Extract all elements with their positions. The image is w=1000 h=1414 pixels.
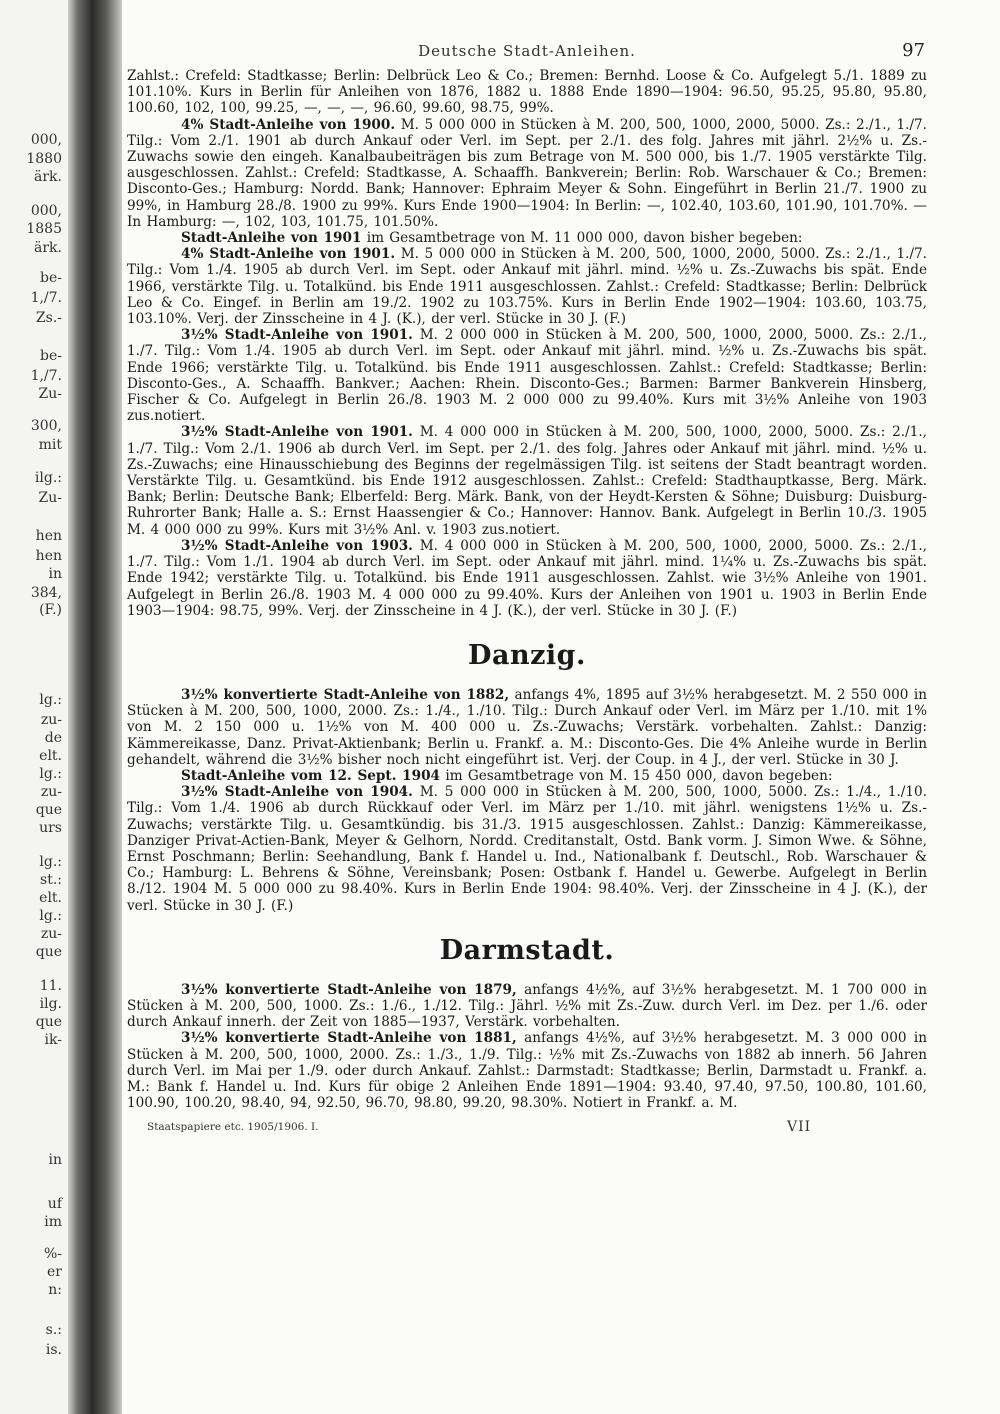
margin-fragment: ik- <box>44 1032 62 1048</box>
loan-text: im Gesamtbetrage von M. 11 000 000, davon bisher begeben: <box>366 230 803 247</box>
loan-text: M. 4 000 000 in Stücken à M. 200, 500, 1000, 2000, 5000. Zs.: 2./1., 1./7. Tilg.: Vom 1./1. 1904 ab durch Verl. im Sept. oder Ankauf mit jährl. mind. 1¼% u. Zs.-Zuwachs bis spät. Ende 1942; verstärkte Tilg. u. Totalkünd. bis Ende 1911 ausgeschlossen. Zahlst. wie 3½% Anleihe von 1901. Aufgelegt in Berlin 26./8. 1903 M. 4 000 000 zu 99.40%. Kurs der Anleihen von 1901 u. 1903 in Berlin Ende 1903—1904: 98.75, 99%. Verj. der Zinsscheine in 4 J. (K.), der verl. Stücke in 30 J. (F.) <box>127 537 928 619</box>
margin-fragment: de <box>44 730 62 746</box>
margin-fragment: s.: <box>45 1322 62 1338</box>
margin-fragment: hen <box>35 528 62 544</box>
adjacent-page-fragment <box>0 0 68 1414</box>
margin-fragment: ilg.: <box>34 470 62 486</box>
loan-entry <box>127 768 927 784</box>
page-number: 97 <box>902 40 925 61</box>
loan-text: M. 5 000 000 in Stücken à M. 200, 500, 1000, 2000, 5000. Zs.: 2./1., 1./7. Tilg.: Vom 1./4. 1905 ab durch Verl. im Sept. oder Ankauf mit jährl. mind. ½% u. Zs.-Zuwachs bis spät. Ende 1966, verstärkte Tilg. u. Totalkünd. bis Ende 1911 ausgeschlossen. Zahlst.: Crefeld: Stadtkasse; Berlin: Delbrück Leo & Co. Eingef. in Berlin am 19./2. 1902 zu 103.75%. Kurs in Berlin Ende 1902—1904: 103.60, 103.75, 103.10%. Verj. der Zinsscheine in 4 J. (K.), der verl. Stücke in 30 J. (F.) <box>127 246 928 328</box>
margin-fragment: que <box>35 944 62 960</box>
page-footer <box>127 1121 927 1141</box>
running-header <box>127 28 927 68</box>
loan-entry <box>127 246 927 327</box>
loan-heading: 3½% Stadt-Anleihe von 1903. <box>181 537 413 554</box>
loan-entry <box>127 1030 927 1111</box>
margin-fragment: in <box>48 1152 62 1168</box>
city-heading-danzig: Danzig. <box>468 639 586 671</box>
margin-fragment: que <box>35 802 62 818</box>
margin-fragment: n: <box>48 1282 62 1298</box>
margin-fragment: be- <box>40 270 62 286</box>
margin-fragment: st.: <box>40 872 62 888</box>
margin-fragment: 000, <box>30 132 62 148</box>
margin-fragment: uf <box>47 1196 62 1212</box>
loan-entry <box>127 424 927 537</box>
loan-entry <box>127 687 927 768</box>
margin-fragment: Zu- <box>38 490 62 506</box>
margin-fragment: que <box>35 1014 62 1030</box>
margin-fragment: lg.: <box>39 908 62 924</box>
footer-sheet-mark: VII <box>787 1119 812 1136</box>
loan-heading: 3½% Stadt-Anleihe von 1901. <box>181 424 413 441</box>
loan-heading: 3½% konvertierte Stadt-Anleihe von 1879, <box>181 981 517 998</box>
book-binding-gutter <box>68 0 122 1414</box>
loan-text: M. 4 000 000 in Stücken à M. 200, 500, 1000, 2000, 5000. Zs.: 2./1., 1./7. Tilg.: Vom 2./1. 1906 ab durch Verl. im Sept. per 2./1. des folg. Jahres oder Ankauf mit jährl. mind. ½% u. Zs.-Zuwachs; eine Hinausschiebung des Beginns der regelmässigen Tilg. ist seitens der Stadt beantragt worden. Verstärkte Tilg. u. Gesamtkünd. bis Ende 1912 ausgeschlossen. Zahlst.: Crefeld: Stadthauptkasse, Berg. Märk. Bank; Berlin: Deutsche Bank; Elberfeld: Berg. Märk. Bank, von der Heydt-Kersten & Söhne; Duisburg: Duisburg-Ruhrorter Bank; Halle a. S.: Ernst Haassengier & Co.; Hannover: Hannov. Bank. Aufgelegt in Berlin 10./3. 1905 M. 4 000 000 zu 99%. Kurs mit 3½% Anl. v. 1903 zus.notiert. <box>127 424 928 538</box>
margin-fragment: ärk. <box>34 169 62 185</box>
margin-fragment: 1,/7. <box>30 368 62 384</box>
margin-fragment: urs <box>39 820 62 836</box>
loan-text: M. 2 000 000 in Stücken à M. 200, 500, 1000, 2000, 5000. Zs.: 2./1., 1./7. Tilg.: Vom 1./4. 1905 ab durch Verl. im Sept. oder Ankauf mit jährl. mind. ½% u. Zs.-Zuwachs bis spät. Ende 1966; verstärkte Tilg. u. Totalkünd. bis Ende 1911 ausgeschlossen. Zahlst.: Crefeld: Stadtkasse; Berlin: Disconto-Ges., A. Schaaffh. Bankver.; Aachen: Rhein. Disconto-Ges.; Barmen: Barmer Bankverein Hinsberg, Fischer & Co. Aufgelegt in Berlin 26./8. 1903 M. 2 000 000 zu 99.40%. Kurs mit 3½% Anleihe von 1903 zus.notiert. <box>127 327 928 425</box>
loan-text: anfangs 4½%, auf 3½% herabgesetzt. M. 1 700 000 in Stücken à M. 200, 500, 1000. Zs.: 1./6., 1./12. Tilg.: Jährl. ½% mit Zs.-Zuw. durch Verl. im Dez. per 1./6. oder durch Ankauf innerh. der Zeit von 1885—1937, Verstärk. vorbehalten. <box>127 981 927 1031</box>
loan-text: M. 5 000 000 in Stücken à M. 200, 500, 1000, 5000. Zs.: 1./4., 1./10. Tilg.: Vom 1./4. 1906 ab durch Rückkauf oder Verl. im März per 1./10. mit jährl. wenigstens 1½% u. Zs.-Zuwachs; verstärkte Tilg. u. Gesamtkündig. bis 31./3. 1915 ausgeschlossen. Zahlst.: Danzig: Kämmereikasse, Danziger Privat-Actien-Bank, Meyer & Gelhorn, Nordd. Creditanstalt, Ostd. Bank vorm. J. Simon Wwe. & Söhne, Ernst Poschmann; Berlin: Seehandlung, Bank f. Handel u. Ind., Nationalbank f. Deutschl., Rob. Warschauer & Co.; Hamburg: L. Behrens & Söhne, Vereinsbank; Posen: Ostbank f. Handel u. Gewerbe. Aufgelegt in Berlin 8./12. 1904 M. 5 000 000 zu 98.40%. Kurs in Berlin Ende 1904: 98.40%. Verj. der Zinsscheine in 4 J. (K.), der verl. Stücke in 30 J. (F.) <box>127 784 927 914</box>
margin-fragment: elt. <box>39 748 62 764</box>
margin-fragment: 1885 <box>26 221 62 237</box>
city-heading-darmstadt: Darmstadt. <box>439 934 615 966</box>
loan-text: M. 5 000 000 in Stücken à M. 200, 500, 1000, 2000, 5000. Zs.: 2./1., 1./7. Tilg.: Vom 2./1. 1901 ab durch Ankauf oder Verl. im Sept. per 2./1. des folg. Jahres mit jährl. 2½% u. Zs.-Zuwachs sowie den eingeh. Kanalbaubeiträgen bis zum Betrage von M. 500 000, bis 1./7. 1905 verstärkte Tilg. ausgeschlossen. Zahlst.: Crefeld: Stadtkasse, A. Schaaffh. Bankverein; Berlin: Rob. Warschauer & Co.; Bremen: Disconto-Ges.; Hamburg: Nordd. Bank; Hannover: Ephraim Meyer & Sohn. Eingeführt in Berlin 21./7. 1900 zu 99%, in Hamburg 28./8. 1900 zu 99%. Kurs Ende 1900—1904: In Berlin: —, 102.40, 103.60, 101.90, 101.70%. — In Hamburg: —, 102, 103, 101.75, 101.50%. <box>127 116 928 230</box>
loan-heading: 3½% konvertierte Stadt-Anleihe von 1882, <box>181 686 510 703</box>
margin-fragment: %- <box>43 1246 62 1262</box>
margin-fragment: in <box>48 566 62 582</box>
margin-fragment: ilg. <box>39 996 62 1012</box>
loan-heading: Stadt-Anleihe von 1901 <box>181 230 362 247</box>
loan-entry <box>127 327 927 424</box>
running-title: Deutsche Stadt-Anleihen. <box>418 42 636 60</box>
main-text-column <box>127 28 927 1141</box>
margin-fragment: lg.: <box>39 854 62 870</box>
loan-text: anfangs 4%, 1895 auf 3½% herabgesetzt. M. 2 550 000 in Stücken à M. 200, 500, 1000, 2000. Zs.: 1./4., 1./10. Tilg.: Durch Ankauf oder Verl. im März per 1./10. mit 1% von M. 2 150 000 u. 1½% von M. 400 000 u. Zs.-Zuwachs; Verstärk. vorbehalten. Zahlst.: Danzig: Kämmereikasse, Danz. Privat-Aktienbank; Berlin u. Frankf. a. M.: Disconto-Ges. Die 4% Anleihe wurde in Berlin gehandelt, während die 3½% bisher noch nicht eingeführt ist. Verj. der Coup. in 4 J., der verl. Stücke in 30 J. <box>127 686 927 768</box>
margin-fragment: (F.) <box>39 602 62 618</box>
intro-paragraph: Zahlst.: Crefeld: Stadtkasse; Berlin: Delbrück Leo & Co.; Bremen: Bernhd. Loose & Co. Aufgelegt 5./1. 1889 zu 101.10%. Kurs in Berlin für Anleihen von 1876, 1882 u. 1888 Ende 1890—1904: 96.50, 95.25, 95.80, 95.80, 100.60, 102, 100, 99.25, —, —, —, 96.60, 99.60, 98.75, 99%. <box>127 68 927 117</box>
margin-fragment: lg.: <box>39 692 62 708</box>
margin-fragment: er <box>47 1264 62 1280</box>
loan-entry <box>127 982 927 1031</box>
margin-fragment: 000, <box>30 203 62 219</box>
loan-entry <box>127 784 927 914</box>
article-body <box>127 68 927 1111</box>
margin-fragment: im <box>44 1214 62 1230</box>
margin-fragment: zu- <box>40 926 62 942</box>
margin-fragment: 11. <box>39 978 62 994</box>
loan-heading: 3½% Stadt-Anleihe von 1904. <box>181 784 413 801</box>
margin-fragment: 300, <box>30 418 62 434</box>
loan-entry <box>127 230 927 246</box>
margin-fragment: 1,/7. <box>30 290 62 306</box>
loan-text: anfangs 4½%, auf 3½% herabgesetzt. M. 3 000 000 in Stücken à M. 200, 500, 1000, 2000. Zs.: 1./3., 1./9. Tilg.: ½% mit Zs.-Zuwachs von 1882 ab innerh. 56 Jahren durch Verl. im Mai per 1./9. oder durch Ankauf. Zahlst.: Darmstadt: Stadtkasse; Berlin, Darmstadt u. Frankf. a. M.: Bank f. Handel u. Ind. Kurs für obige 2 Anleihen Ende 1891—1904: 93.40, 97.40, 97.50, 100.80, 101.60, 100.90, 100.20, 98.40, 94, 92.50, 96.70, 98.80, 99.20, 98.30%. Notiert in Frankf. a. M. <box>127 1030 927 1112</box>
loan-entry <box>127 117 927 230</box>
margin-fragment: lg.: <box>39 766 62 782</box>
margin-fragment: hen <box>35 548 62 564</box>
margin-fragment: is. <box>45 1342 62 1358</box>
margin-fragment: 1880 <box>26 151 62 167</box>
margin-fragment: Zu- <box>38 386 62 402</box>
margin-fragment: ärk. <box>34 240 62 256</box>
loan-heading: 4% Stadt-Anleihe von 1901. <box>181 246 396 263</box>
loan-text: im Gesamtbetrage von M. 15 450 000, davon begeben: <box>445 767 833 784</box>
margin-fragment: mit <box>38 437 62 453</box>
loan-heading: 4% Stadt-Anleihe von 1900. <box>181 116 396 133</box>
loan-heading: 3½% Stadt-Anleihe von 1901. <box>181 327 413 344</box>
footer-signature: Staatspapiere etc. 1905/1906. I. <box>147 1121 319 1134</box>
loan-heading: Stadt-Anleihe vom 12. Sept. 1904 <box>181 767 441 784</box>
loan-heading: 3½% konvertierte Stadt-Anleihe von 1881, <box>181 1030 517 1047</box>
loan-entry <box>127 538 927 619</box>
margin-fragment: elt. <box>39 890 62 906</box>
margin-fragment: zu- <box>40 712 62 728</box>
margin-fragment: Zs.- <box>35 310 62 326</box>
margin-fragment: zu- <box>40 784 62 800</box>
margin-fragment: 384, <box>30 585 62 601</box>
margin-fragment: be- <box>40 348 62 364</box>
